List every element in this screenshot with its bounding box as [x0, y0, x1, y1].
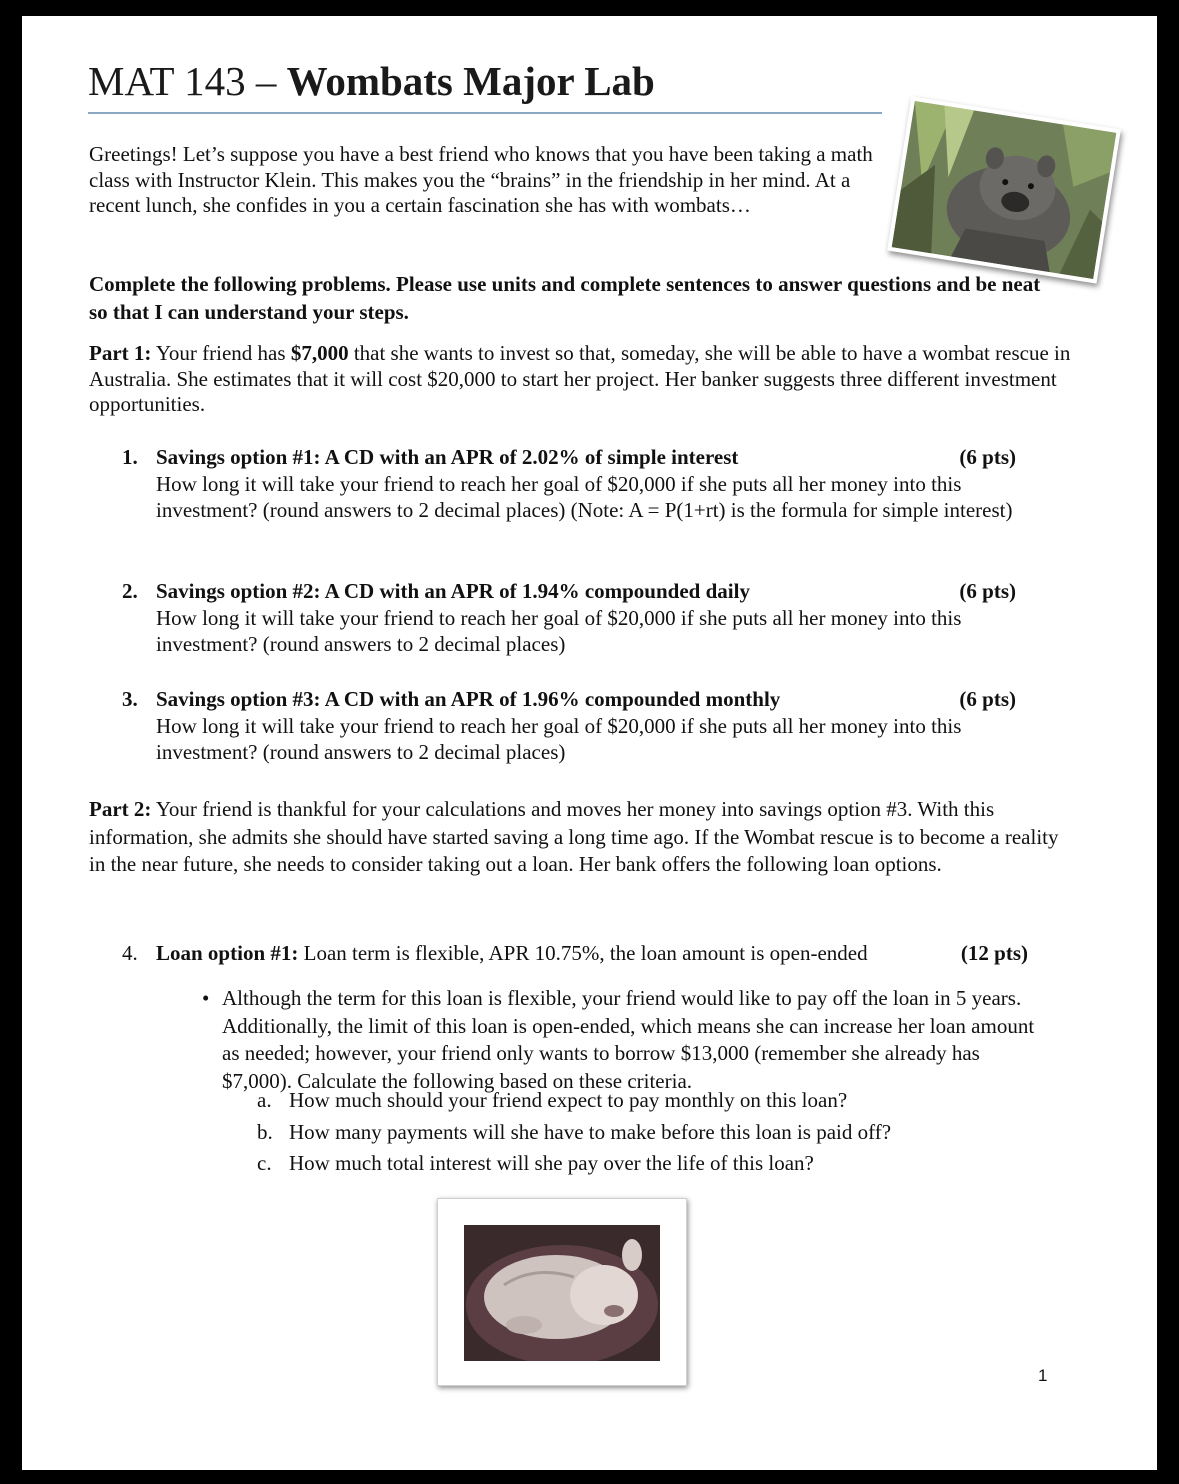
subquestion-a	[257, 1087, 847, 1113]
part2-text: Your friend is thankful for your calculations and moves her money into savings option #3. With this information, she admits she should have started saving a long time ago. If the Wombat rescue is to become a reality in the near future, she needs to consider taking out a loan. Her bank offers the following loan options.	[89, 797, 1059, 876]
subquestion-letter: c.	[257, 1151, 272, 1175]
part1-amount: $7,000	[290, 341, 349, 365]
problem-body: How long it will take your friend to reach her goal of $20,000 if she puts all her money into this investment? (round answers to 2 decimal places)	[156, 606, 962, 656]
problem-heading-text: Savings option #2: A CD with an APR of 1.94% compounded daily	[156, 579, 750, 603]
sleeping-wombat-photo	[437, 1198, 687, 1386]
page-title	[88, 56, 655, 106]
part1-text-b: that she wants to invest so that, someday, she will be able to have a wombat rescue in Australia. She estimates that it will cost $20,000 to start her project. Her banker suggests three different investment opportunities.	[89, 341, 1071, 416]
page-number: 1	[1038, 1366, 1048, 1385]
problem-points: (6 pts)	[959, 445, 1016, 469]
problem-body: How long it will take your friend to reach her goal of $20,000 if she puts all her money into this investment? (round answers to 2 decimal places)	[156, 714, 962, 764]
subquestion-letter: a.	[257, 1088, 272, 1112]
problem-heading	[156, 687, 1042, 714]
instructions: Complete the following problems. Please use units and complete sentences to answer questions and be neat so that I can understand your steps.	[89, 272, 1041, 324]
problem-body: How long it will take your friend to reach her goal of $20,000 if she puts all her money into this investment? (round answers to 2 decimal places) (Note: A = P(1+rt) is the formula for simple interest)	[156, 472, 1013, 522]
loan-bullet-text: Although the term for this loan is flexible, your friend would like to pay off the loan in 5 years. Additionally, the limit of this loan is open-ended, which means she can increase her loan amount as needed; however, your friend only wants to borrow $13,000 (remember she already has $7,000). Calculate the following based on these criteria.	[222, 986, 1035, 1093]
problem-heading-text: Savings option #3: A CD with an APR of 1.96% compounded monthly	[156, 687, 781, 711]
problem-1	[122, 445, 1042, 523]
problem-heading-text: Savings option #1: A CD with an APR of 2.02% of simple interest	[156, 445, 739, 469]
problem-heading	[156, 579, 1042, 606]
intro-paragraph: Greetings! Let’s suppose you have a best friend who knows that you have been taking a math class with Instructor Klein. This makes you the “brains” in the friendship in her mind. At a recent lunch, she confides in you a certain fascination she has with wombats…	[89, 142, 873, 217]
problem-number: 1.	[122, 445, 138, 469]
title-bold: Wombats Major Lab	[286, 58, 655, 104]
title-prefix: MAT 143 –	[88, 58, 287, 104]
part1-paragraph	[89, 341, 1079, 418]
loan-bullet	[202, 985, 1042, 1095]
problem-heading	[156, 445, 1042, 472]
subquestion-text: How many payments will she have to make before this loan is paid off?	[289, 1120, 892, 1144]
part2-paragraph	[89, 796, 1079, 879]
part1-text-a: Your friend has	[151, 341, 291, 365]
problem-2	[122, 579, 1042, 657]
subquestion-letter: b.	[257, 1120, 273, 1144]
problem-number: 4.	[122, 941, 138, 965]
problem-heading	[156, 941, 1042, 968]
title-underline	[88, 112, 882, 114]
problem-3	[122, 687, 1042, 765]
subquestion-text: How much total interest will she pay over the life of this loan?	[289, 1151, 814, 1175]
problem-points: (12 pts)	[960, 941, 1028, 965]
part1-label: Part 1:	[89, 341, 152, 365]
problem-points: (6 pts)	[959, 687, 1016, 711]
loan-option-label: Loan option #1:	[156, 941, 299, 965]
wombat-photo	[887, 96, 1121, 283]
problem-points: (6 pts)	[959, 579, 1016, 603]
problem-4	[122, 941, 1042, 968]
subquestion-text: How much should your friend expect to pay monthly on this loan?	[289, 1088, 848, 1112]
part2-label: Part 2:	[89, 797, 152, 821]
bullet-icon: •	[202, 986, 210, 1010]
problem-number: 2.	[122, 579, 138, 603]
subquestion-b	[257, 1119, 891, 1145]
problem-number: 3.	[122, 687, 138, 711]
document-page	[22, 16, 1157, 1470]
subquestion-c	[257, 1150, 814, 1176]
problem-heading-text: Loan term is flexible, APR 10.75%, the loan amount is open-ended	[298, 941, 868, 965]
